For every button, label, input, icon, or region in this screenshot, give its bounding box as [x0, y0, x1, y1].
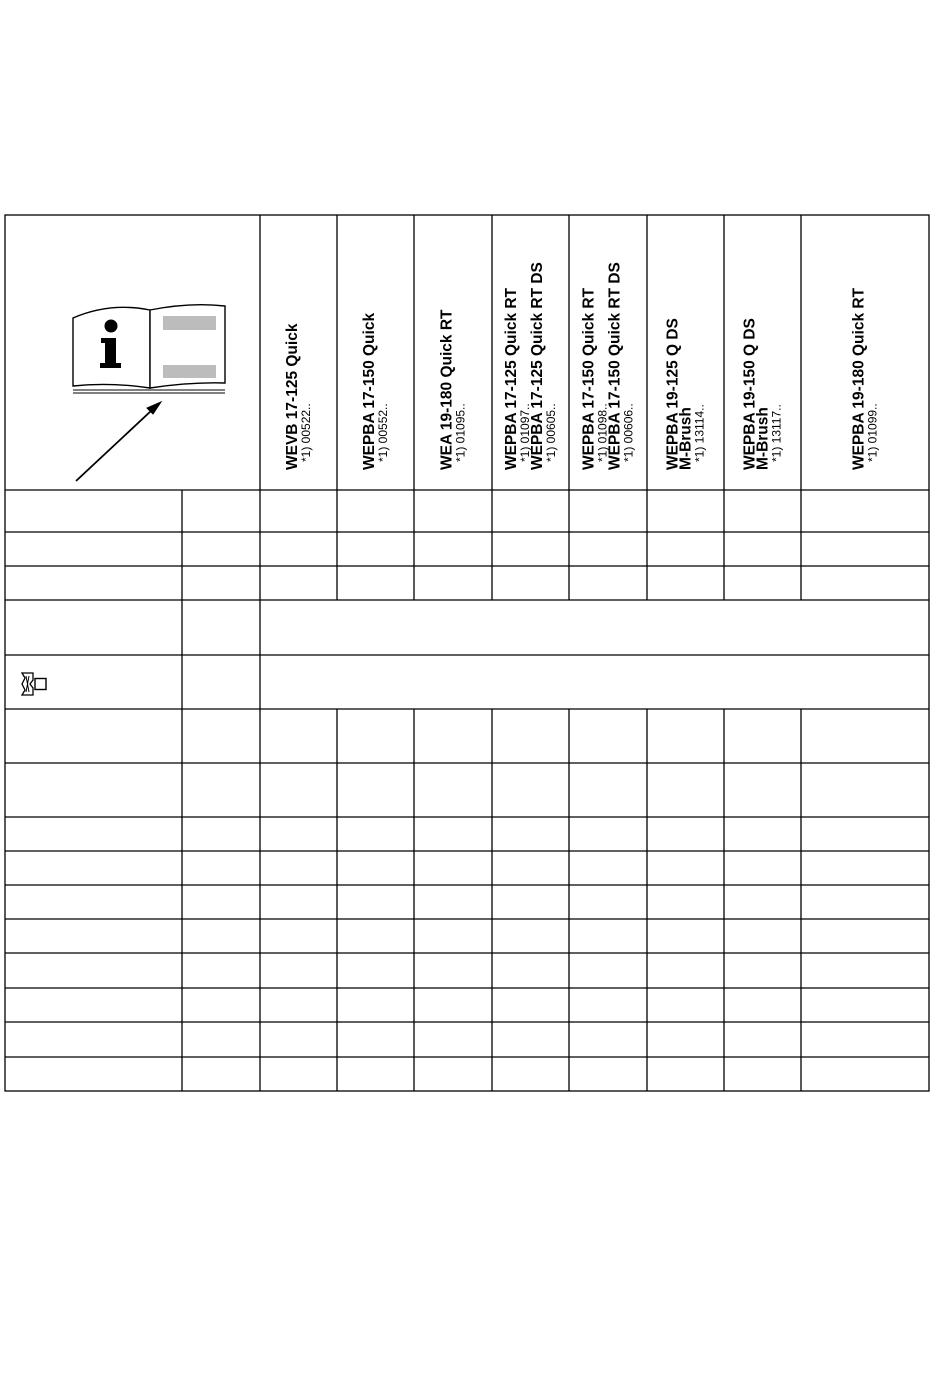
table-row	[182, 600, 260, 655]
model-name: WEPBA 19-180 Quick RT	[850, 287, 868, 470]
manual-illustration	[73, 305, 225, 481]
model-header	[851, 287, 880, 470]
model-name: WEVB 17-125 Quick	[284, 323, 301, 470]
arrow-icon	[76, 402, 161, 481]
model-header	[361, 313, 390, 470]
row-icons	[22, 673, 46, 695]
model-code: *1) 01098..	[595, 403, 610, 462]
model-header	[284, 323, 313, 470]
open-manual-info-icon	[73, 305, 225, 393]
model-name: M-Brush	[677, 407, 695, 470]
model-name: M-Brush	[754, 407, 772, 470]
model-headers	[284, 262, 880, 470]
spindle-lock-icon	[22, 673, 46, 695]
model-code: *1) 13114..	[692, 404, 707, 462]
model-header	[439, 309, 468, 470]
model-name: WEA 19-180 Quick RT	[438, 309, 456, 470]
table-row	[182, 817, 801, 851]
model-code: *1) 00552..	[376, 403, 390, 462]
table-row	[182, 1022, 801, 1057]
model-code: *1) 13117..	[769, 404, 784, 462]
model-name: WEPBA 19-150 Q DS	[741, 318, 759, 470]
table-row	[182, 655, 260, 709]
table-row	[182, 1057, 801, 1091]
model-header	[742, 318, 784, 470]
table-row	[182, 490, 801, 532]
model-name: WEPBA 17-150 Quick	[361, 312, 378, 470]
table-row	[182, 763, 801, 817]
table-row	[182, 919, 801, 953]
model-code: *1) 01095..	[453, 403, 468, 462]
model-name: WEPBA 17-125 Quick RT	[503, 287, 520, 470]
model-header	[581, 262, 636, 470]
table-row	[182, 885, 801, 919]
model-code: *1) 00522..	[299, 403, 313, 462]
model-header	[665, 318, 707, 470]
table-row	[182, 953, 801, 988]
table-row	[182, 988, 801, 1022]
model-name: WEPBA 17-125 Quick RT DS	[529, 262, 546, 470]
model-name: WEPBA 19-125 Q DS	[664, 318, 682, 470]
model-code: *1) 00606..	[621, 403, 636, 462]
model-code: *1) 01097..	[518, 403, 532, 462]
model-code: *1) 00605..	[544, 403, 558, 462]
model-header	[503, 262, 558, 470]
table-row	[182, 709, 801, 763]
model-name: WEPBA 17-150 Quick RT DS	[606, 262, 624, 470]
model-name: WEPBA 17-150 Quick RT	[580, 287, 598, 470]
table-row	[182, 566, 801, 600]
table-row	[182, 532, 801, 566]
model-code: *1) 01099..	[865, 403, 880, 462]
table-row	[182, 851, 801, 885]
